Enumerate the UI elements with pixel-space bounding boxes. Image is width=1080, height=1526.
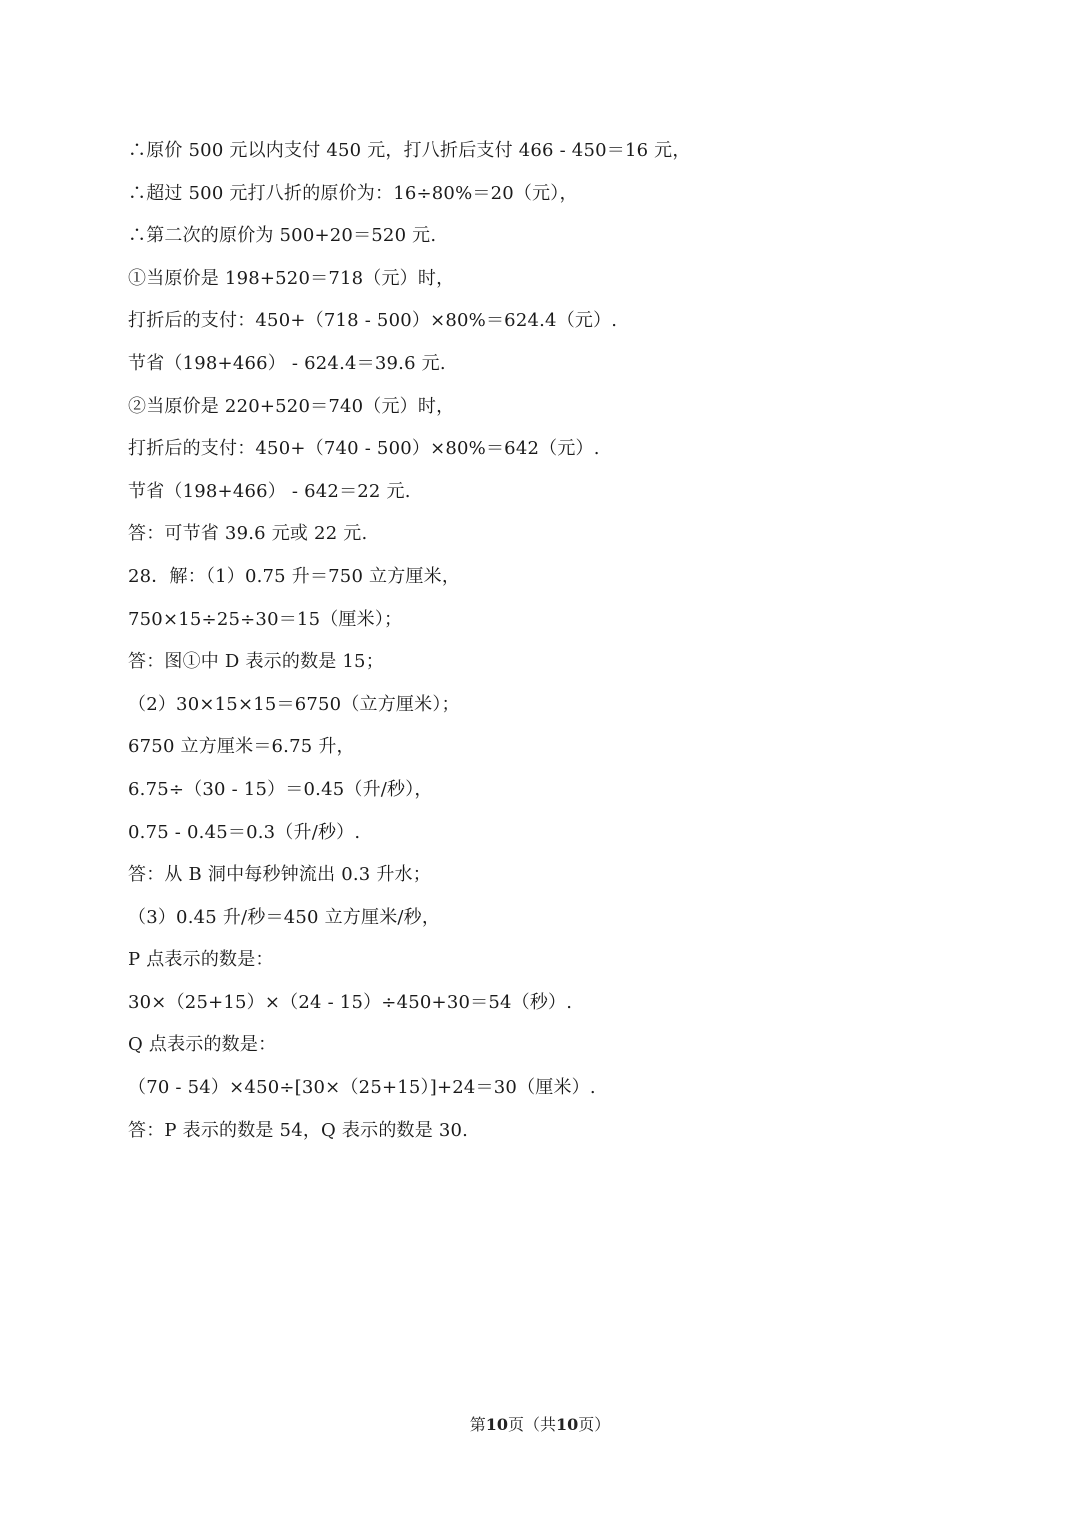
text-line: 打折后的支付：450+（740 - 500）×80%＝642（元）. xyxy=(128,438,600,460)
text-line: （3）0.45 升/秒＝450 立方厘米/秒， xyxy=(128,906,441,928)
page-footer xyxy=(0,1410,1080,1440)
text-line: （2）30×15×15＝6750（立方厘米）； xyxy=(128,693,460,715)
text-line: （70 - 54）×450÷[30×（25+15）]+24＝30（厘米）. xyxy=(128,1077,596,1099)
text-line: ∴超过 500 元打八折的原价为：16÷80%＝20（元）， xyxy=(128,182,578,204)
footer-page-number: 10 xyxy=(485,1415,508,1434)
text-line: ∴第二次的原价为 500+20＝520 元. xyxy=(128,225,437,247)
text-line: 答：可节省 39.6 元或 22 元. xyxy=(128,523,368,545)
text-line: 答：从 B 洞中每秒钟流出 0.3 升水； xyxy=(128,864,431,886)
text-line: 0.75 - 0.45＝0.3（升/秒）. xyxy=(128,821,361,843)
text-line: 28．解：（1）0.75 升＝750 立方厘米， xyxy=(128,565,461,587)
footer-middle: 页（共 xyxy=(507,1415,556,1434)
text-line: 6750 立方厘米＝6.75 升， xyxy=(128,736,355,758)
text-line: 节省（198+466） - 624.4＝39.6 元. xyxy=(128,352,446,374)
text-line: P 点表示的数是： xyxy=(128,949,274,971)
text-line: 30×（25+15）×（24 - 15）÷450+30＝54（秒）. xyxy=(128,991,573,1013)
text-line: 6.75÷（30 - 15）＝0.45（升/秒）， xyxy=(128,778,433,800)
text-line: 节省（198+466） - 642＝22 元. xyxy=(128,480,411,502)
text-line: ②当原价是 220+520＝740（元）时， xyxy=(128,395,455,417)
text-line: 打折后的支付：450+（718 - 500）×80%＝624.4（元）. xyxy=(128,310,618,332)
solution-text xyxy=(128,130,988,1152)
footer-prefix: 第 xyxy=(469,1415,486,1434)
text-line: 750×15÷25÷30＝15（厘米）； xyxy=(128,608,403,630)
footer-total-pages: 10 xyxy=(556,1415,579,1434)
text-line: 答：图①中 D 表示的数是 15； xyxy=(128,651,384,673)
footer-suffix: 页） xyxy=(578,1415,611,1434)
text-line: ∴原价 500 元以内支付 450 元，打八折后支付 466 - 450＝16 元， xyxy=(128,140,691,161)
text-line: Q 点表示的数是： xyxy=(128,1034,277,1056)
text-line: ①当原价是 198+520＝718（元）时， xyxy=(128,267,455,289)
text-line: 答：P 表示的数是 54，Q 表示的数是 30. xyxy=(128,1119,469,1141)
